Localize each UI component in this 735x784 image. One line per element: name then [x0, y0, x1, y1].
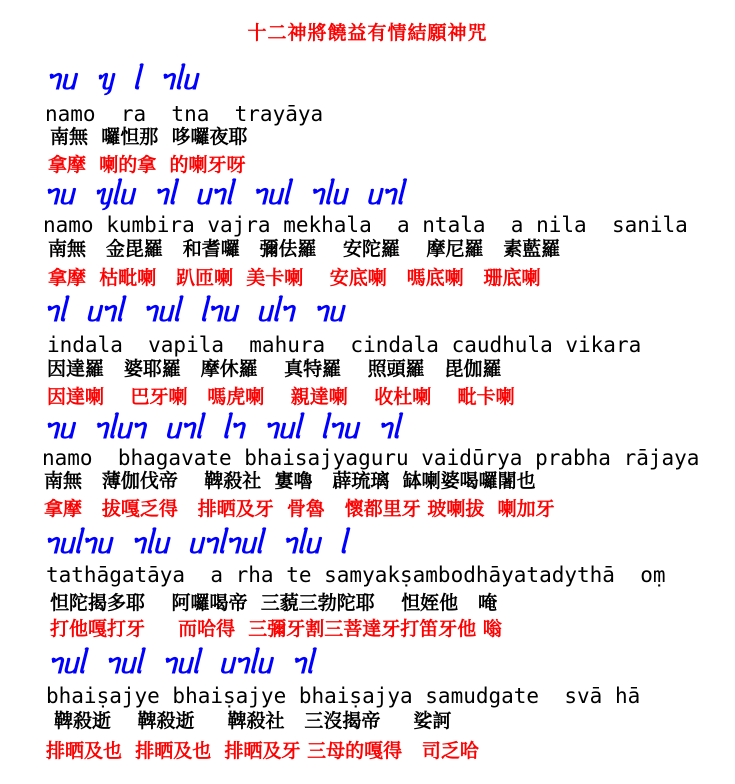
chinese-line: 南無 金毘羅 和耆囉 彌佉羅 安陀羅 摩尼羅 素藍羅: [48, 238, 561, 260]
romanized-line: namo kumbira vajra mekhala a ntala a nila sanila: [43, 213, 688, 237]
siddham-line: ᥐᥣ ᥙᥐᥣ ᥐᥙᥣ ᥣᥐᥙ ᥙᥣᥐ ᥐᥙ: [44, 295, 344, 328]
romanized-line: namo bhagavate bhaisajyaguru vaidūrya prabha rājaya: [42, 446, 700, 470]
siddham-line: ᥐᥙᥣ ᥐᥙᥣ ᥐᥙᥣ ᥙᥐᥣᥙ ᥐᥣ: [48, 647, 314, 680]
phonetic-line: 排晒及也 排晒及也 排晒及牙 三母的嘎得 司乏哈: [46, 740, 479, 762]
phonetic-line: 拿摩 拔嘎乏得 排晒及牙 骨魯 懷都里牙 玻喇拔 喇加牙: [44, 498, 555, 520]
chinese-line: 因達羅 婆耶羅 摩休羅 真特羅 照頭羅 毘伽羅: [47, 358, 502, 380]
phonetic-line: 拿摩 喇的拿 的喇牙呀: [48, 154, 246, 176]
siddham-line: ᥐᥙ ᥡ ᥣ ᥐᥣᥙ: [46, 63, 198, 96]
chinese-line: 南無 囉怛那 哆囉夜耶: [50, 126, 248, 148]
phonetic-line: 打他嘎打牙 而哈得 三彌牙割三菩達牙打笛牙他 嗡: [50, 618, 502, 640]
phonetic-line: 因達喇 巴牙喇 嗎虎喇 親達喇 收杜喇 毗卡喇: [47, 386, 515, 408]
romanized-line: tathāgatāya a rha te samyakṣambodhāyatadythā oṃ: [46, 563, 666, 587]
chinese-line: 怛陀揭多耶 阿囉喝帝 三藐三勃陀耶 怛姪他 唵: [50, 592, 497, 614]
romanized-line: bhaiṣajye bhaiṣajye bhaiṣajya samudgate svā hā: [46, 684, 641, 708]
romanized-line: namo ra tna trayāya: [45, 102, 324, 126]
chinese-line: 南無 薄伽伐帝 鞞殺社 寠嚕 薜琉璃 缽喇婆喝囉闍也: [44, 470, 536, 492]
romanized-line: indala vapila mahura cindala caudhula vikara: [47, 333, 642, 357]
chinese-line: 鞞殺逝 鞞殺逝 鞞殺社 三沒揭帝 娑訶: [54, 710, 452, 732]
page-title: 十二神將饒益有情結願神咒: [247, 22, 488, 44]
siddham-line: ᥐᥙᥣᥐᥙ ᥐᥣᥙ ᥙᥐᥣᥐᥙᥣ ᥐᥣᥙ ᥣ: [44, 527, 347, 560]
siddham-line: ᥐᥙ ᥡᥣᥙ ᥐᥣ ᥙᥐᥣ ᥐᥙᥣ ᥐᥣᥙ ᥙᥐᥣ: [44, 178, 404, 211]
siddham-line: ᥐᥙ ᥐᥣᥙᥐ ᥙᥐᥣ ᥣᥐ ᥐᥙᥣ ᥣᥐᥙ ᥐᥣ: [44, 412, 400, 445]
phonetic-line: 拿摩 枯毗喇 趴匝喇 美卡喇 安底喇 嗎底喇 珊底喇: [48, 267, 541, 289]
